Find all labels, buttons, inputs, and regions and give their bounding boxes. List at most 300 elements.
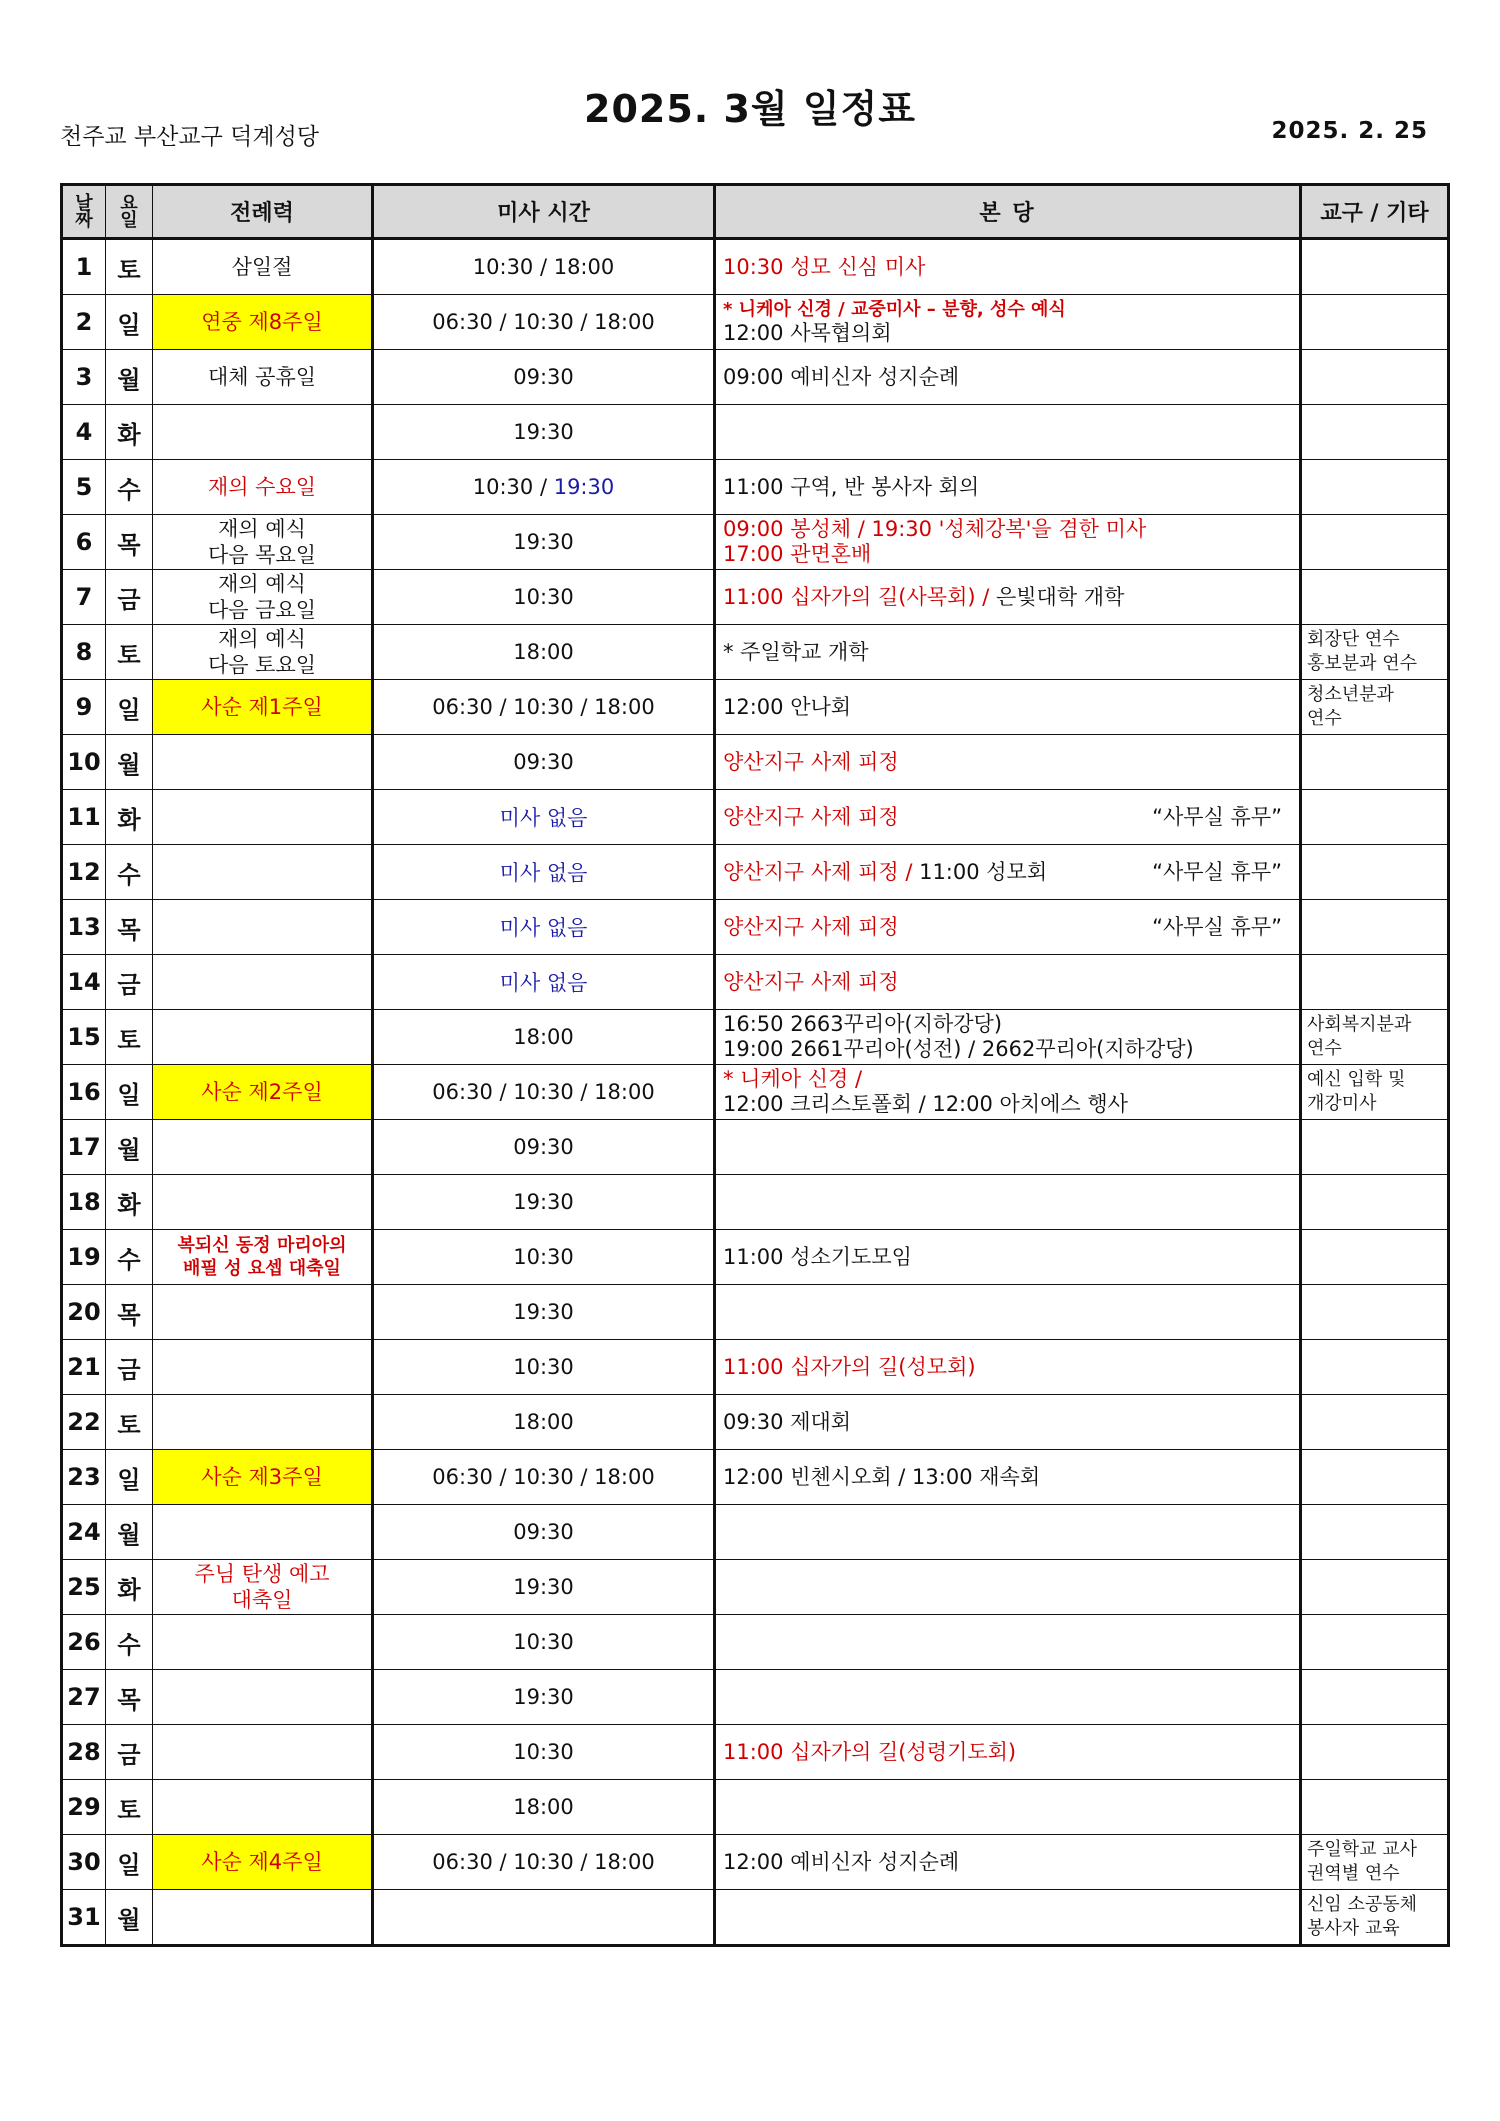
parish-cell	[715, 460, 1301, 515]
cell-text: 11:00 십자가의 길(성모회)	[723, 1354, 976, 1379]
day-cell: 7	[62, 570, 106, 625]
parish-cell	[715, 239, 1301, 295]
column-header-day: 날 짜	[62, 185, 106, 239]
cell-text: 19:30	[553, 475, 615, 499]
cell-text: 19:30	[513, 530, 574, 554]
mass-time-cell	[373, 350, 715, 405]
cell-text: 홍보분과 연수	[1307, 653, 1418, 674]
table-row	[62, 295, 1449, 350]
cell-text: 11:00 십자가의 길(사목회) /	[723, 584, 996, 609]
mass-time-cell	[373, 845, 715, 900]
weekday-cell: 토	[106, 1780, 153, 1835]
table-row	[62, 1725, 1449, 1780]
liturgy-cell	[153, 405, 373, 460]
day-cell: 13	[62, 900, 106, 955]
liturgy-cell	[153, 1175, 373, 1230]
table-row	[62, 1450, 1449, 1505]
parish-cell	[715, 1670, 1301, 1725]
misc-cell	[1301, 1285, 1449, 1340]
weekday-cell: 일	[106, 295, 153, 350]
cell-text: 10:30	[513, 1630, 574, 1654]
cell-line	[723, 585, 1292, 610]
table-row	[62, 1285, 1449, 1340]
table-row	[62, 845, 1449, 900]
cell-text: 대축일	[231, 1588, 293, 1612]
cell-text: 사순 제3주일	[201, 1465, 323, 1489]
misc-cell	[1301, 735, 1449, 790]
cell-text: 11:00 구역, 반 봉사자 회의	[723, 474, 980, 499]
day-cell: 14	[62, 955, 106, 1010]
cell-text: 12:00 사목협의회	[723, 321, 892, 345]
liturgy-cell	[153, 1505, 373, 1560]
table-row	[62, 680, 1449, 735]
cell-text: 10:30	[513, 1740, 574, 1764]
parish-cell	[715, 1450, 1301, 1505]
weekday-cell: 월	[106, 1120, 153, 1175]
mass-time-cell	[373, 460, 715, 515]
cell-text: “사무실 휴무”	[1152, 804, 1282, 829]
misc-cell	[1301, 1340, 1449, 1395]
liturgy-cell	[153, 1395, 373, 1450]
cell-text: 06:30 / 10:30 / 18:00	[432, 310, 655, 334]
cell-text: 12:00 빈첸시오회 / 13:00 재속회	[723, 1464, 1041, 1489]
liturgy-cell	[153, 515, 373, 570]
table-row	[62, 1065, 1449, 1120]
liturgy-cell	[153, 1285, 373, 1340]
cell-text: 10:30 /	[472, 475, 554, 499]
liturgy-cell	[153, 1120, 373, 1175]
cell-text: 10:30 / 18:00	[472, 255, 615, 279]
cell-text: 12:00 안나회	[723, 694, 852, 719]
weekday-cell: 목	[106, 515, 153, 570]
weekday-cell: 월	[106, 735, 153, 790]
cell-text: 주일학교 교사	[1307, 1839, 1418, 1860]
mass-time-cell	[373, 1560, 715, 1615]
parish-cell	[715, 735, 1301, 790]
cell-text: 18:00	[513, 1795, 574, 1819]
table-row	[62, 1890, 1449, 1946]
cell-text: 19:30	[513, 1575, 574, 1599]
table-row	[62, 460, 1449, 515]
cell-text: 18:00	[513, 640, 574, 664]
parish-cell	[715, 1285, 1301, 1340]
misc-cell	[1301, 1890, 1449, 1946]
cell-text: 봉사자 교육	[1307, 1918, 1400, 1939]
cell-text: 다음 금요일	[207, 598, 317, 622]
day-cell: 30	[62, 1835, 106, 1890]
misc-cell	[1301, 1835, 1449, 1890]
cell-text: 미사 없음	[499, 861, 588, 885]
day-cell: 11	[62, 790, 106, 845]
day-cell: 21	[62, 1340, 106, 1395]
misc-cell	[1301, 625, 1449, 680]
liturgy-cell	[153, 1340, 373, 1395]
cell-text: “사무실 휴무”	[1152, 914, 1282, 939]
misc-cell	[1301, 1615, 1449, 1670]
table-row	[62, 735, 1449, 790]
weekday-cell: 수	[106, 1230, 153, 1285]
table-row	[62, 1175, 1449, 1230]
mass-time-cell	[373, 1670, 715, 1725]
parish-cell	[715, 405, 1301, 460]
cell-text: 연수	[1307, 1038, 1342, 1059]
liturgy-cell	[153, 680, 373, 735]
misc-cell	[1301, 1230, 1449, 1285]
cell-text: 09:30	[513, 750, 574, 774]
day-cell: 28	[62, 1725, 106, 1780]
cell-text: 19:30	[513, 1685, 574, 1709]
table-row	[62, 350, 1449, 405]
cell-text: 청소년분과	[1307, 684, 1394, 705]
misc-cell	[1301, 680, 1449, 735]
column-header-parish: 본 당	[715, 185, 1301, 239]
parish-cell	[715, 570, 1301, 625]
parish-cell	[715, 1890, 1301, 1946]
cell-text: 11:00 성소기도모임	[723, 1244, 912, 1269]
cell-text: 19:30	[513, 1190, 574, 1214]
cell-text: 18:00	[513, 1025, 574, 1049]
mass-time-cell	[373, 295, 715, 350]
mass-time-cell	[373, 1725, 715, 1780]
misc-cell	[1301, 1560, 1449, 1615]
parish-cell	[715, 900, 1301, 955]
table-row	[62, 625, 1449, 680]
mass-time-cell	[373, 790, 715, 845]
weekday-cell: 일	[106, 1450, 153, 1505]
cell-text: 12:00 예비신자 성지순례	[723, 1849, 960, 1874]
table-row	[62, 1670, 1449, 1725]
parish-cell	[715, 790, 1301, 845]
liturgy-cell	[153, 460, 373, 515]
cell-text: 대체 공휴일	[207, 365, 317, 389]
misc-cell	[1301, 1725, 1449, 1780]
day-cell: 17	[62, 1120, 106, 1175]
day-cell: 15	[62, 1010, 106, 1065]
weekday-cell: 일	[106, 680, 153, 735]
column-header-liturgy: 전례력	[153, 185, 373, 239]
misc-cell	[1301, 515, 1449, 570]
cell-text: 권역별 연수	[1307, 1863, 1400, 1884]
cell-text: 배필 성 요셉 대축일	[183, 1258, 341, 1279]
cell-text: 예신 입학 및	[1307, 1069, 1406, 1090]
liturgy-cell	[153, 955, 373, 1010]
day-cell: 4	[62, 405, 106, 460]
parish-cell	[715, 680, 1301, 735]
cell-text: 양산지구 사제 피정 /	[723, 859, 920, 884]
cell-text: 양산지구 사제 피정	[723, 804, 899, 829]
cell-text: 사순 제2주일	[201, 1080, 323, 1104]
table-row	[62, 1835, 1449, 1890]
mass-time-cell	[373, 1230, 715, 1285]
day-cell: 9	[62, 680, 106, 735]
cell-text: 주님 탄생 예고	[194, 1562, 330, 1586]
mass-time-cell	[373, 570, 715, 625]
mass-time-cell	[373, 1615, 715, 1670]
mass-time-cell	[373, 1835, 715, 1890]
liturgy-cell	[153, 845, 373, 900]
mass-time-cell	[373, 1340, 715, 1395]
weekday-cell: 토	[106, 239, 153, 295]
cell-text: 다음 목요일	[207, 543, 317, 567]
mass-time-cell	[373, 735, 715, 790]
table-row	[62, 570, 1449, 625]
parish-cell	[715, 295, 1301, 350]
table-row	[62, 790, 1449, 845]
day-cell: 31	[62, 1890, 106, 1946]
liturgy-cell	[153, 570, 373, 625]
misc-cell	[1301, 1120, 1449, 1175]
weekday-cell: 화	[106, 405, 153, 460]
misc-cell	[1301, 239, 1449, 295]
cell-text: 미사 없음	[499, 971, 588, 995]
table-row	[62, 1120, 1449, 1175]
mass-time-cell	[373, 515, 715, 570]
mass-time-cell	[373, 900, 715, 955]
column-header-weekday: 요 일	[106, 185, 153, 239]
parish-cell	[715, 1560, 1301, 1615]
liturgy-cell	[153, 1615, 373, 1670]
cell-text: 삼일절	[231, 255, 293, 279]
misc-cell	[1301, 900, 1449, 955]
misc-cell	[1301, 790, 1449, 845]
day-cell: 20	[62, 1285, 106, 1340]
mass-time-cell	[373, 1505, 715, 1560]
cell-text: 19:30	[513, 420, 574, 444]
misc-cell	[1301, 1505, 1449, 1560]
cell-text: 미사 없음	[499, 916, 588, 940]
day-cell: 1	[62, 239, 106, 295]
liturgy-cell	[153, 239, 373, 295]
table-row	[62, 1395, 1449, 1450]
day-cell: 24	[62, 1505, 106, 1560]
cell-text: 17:00 관면혼배	[723, 542, 872, 566]
weekday-cell: 월	[106, 1505, 153, 1560]
misc-cell	[1301, 295, 1449, 350]
cell-text: * 니케아 신경 /	[723, 1067, 863, 1091]
misc-cell	[1301, 1175, 1449, 1230]
table-row	[62, 405, 1449, 460]
table-row	[62, 1560, 1449, 1615]
parish-cell	[715, 1725, 1301, 1780]
mass-time-cell	[373, 1175, 715, 1230]
cell-text: 09:30	[513, 1135, 574, 1159]
cell-text: 09:00 예비신자 성지순례	[723, 364, 960, 389]
cell-text: * 주일학교 개학	[723, 639, 869, 664]
cell-text: 연수	[1307, 708, 1342, 729]
misc-cell	[1301, 955, 1449, 1010]
weekday-cell: 수	[106, 460, 153, 515]
misc-cell	[1301, 1395, 1449, 1450]
parish-cell	[715, 1230, 1301, 1285]
cell-text: 09:30 제대회	[723, 1409, 852, 1434]
mass-time-cell	[373, 955, 715, 1010]
liturgy-cell	[153, 1725, 373, 1780]
parish-cell	[715, 1780, 1301, 1835]
cell-text: 재의 예식	[218, 627, 306, 651]
cell-text: 06:30 / 10:30 / 18:00	[432, 1080, 655, 1104]
table-row	[62, 1780, 1449, 1835]
day-cell: 19	[62, 1230, 106, 1285]
page-title: 2025. 3월 일정표	[584, 87, 916, 131]
cell-text: 미사 없음	[499, 806, 588, 830]
cell-text: 재의 수요일	[207, 475, 317, 499]
cell-text: 18:00	[513, 1410, 574, 1434]
cell-text: 양산지구 사제 피정	[723, 969, 899, 994]
cell-text: 양산지구 사제 피정	[723, 749, 899, 774]
column-header-mass-time: 미사 시간	[373, 185, 715, 239]
mass-time-cell	[373, 1450, 715, 1505]
cell-text: 09:30	[513, 1520, 574, 1544]
mass-time-cell	[373, 1120, 715, 1175]
mass-time-cell	[373, 1890, 715, 1946]
cell-text: 재의 예식	[218, 517, 306, 541]
table-row	[62, 1615, 1449, 1670]
weekday-cell: 목	[106, 900, 153, 955]
cell-text: 은빛대학 개학	[995, 584, 1125, 609]
table-row	[62, 900, 1449, 955]
day-cell: 27	[62, 1670, 106, 1725]
misc-cell	[1301, 405, 1449, 460]
weekday-cell: 금	[106, 570, 153, 625]
cell-text: 다음 토요일	[207, 653, 317, 677]
cell-text: 재의 예식	[218, 572, 306, 596]
liturgy-cell	[153, 790, 373, 845]
weekday-cell: 금	[106, 1340, 153, 1395]
cell-text: 12:00 크리스토폴회 / 12:00 아치에스 행사	[723, 1092, 1128, 1116]
cell-text: 회장단 연수	[1307, 629, 1400, 650]
parish-cell	[715, 1395, 1301, 1450]
issue-date: 2025. 2. 25	[1271, 118, 1428, 144]
weekday-cell: 수	[106, 845, 153, 900]
day-cell: 5	[62, 460, 106, 515]
day-cell: 2	[62, 295, 106, 350]
day-cell: 6	[62, 515, 106, 570]
liturgy-cell	[153, 735, 373, 790]
misc-cell	[1301, 1780, 1449, 1835]
day-cell: 8	[62, 625, 106, 680]
weekday-cell: 일	[106, 1065, 153, 1120]
table-row	[62, 239, 1449, 295]
misc-cell	[1301, 1010, 1449, 1065]
day-cell: 23	[62, 1450, 106, 1505]
day-cell: 25	[62, 1560, 106, 1615]
liturgy-cell	[153, 1450, 373, 1505]
day-cell: 18	[62, 1175, 106, 1230]
parish-cell	[715, 515, 1301, 570]
misc-cell	[1301, 460, 1449, 515]
cell-text: 사순 제4주일	[201, 1850, 323, 1874]
cell-text: 10:30	[513, 1355, 574, 1379]
cell-text: * 니케아 신경 / 교중미사 – 분향, 성수 예식	[723, 299, 1066, 320]
weekday-cell: 수	[106, 1615, 153, 1670]
day-cell: 12	[62, 845, 106, 900]
liturgy-cell	[153, 1065, 373, 1120]
parish-cell	[715, 845, 1301, 900]
cell-text: 06:30 / 10:30 / 18:00	[432, 1850, 655, 1874]
day-cell: 10	[62, 735, 106, 790]
parish-cell	[715, 625, 1301, 680]
weekday-cell: 일	[106, 1835, 153, 1890]
mass-time-cell	[373, 1780, 715, 1835]
cell-text: 10:30	[513, 1245, 574, 1269]
table-row	[62, 1230, 1449, 1285]
parish-name: 천주교 부산교구 덕계성당	[60, 124, 320, 150]
cell-text: 09:30	[513, 365, 574, 389]
parish-cell	[715, 955, 1301, 1010]
liturgy-cell	[153, 1560, 373, 1615]
misc-cell	[1301, 570, 1449, 625]
column-header-misc: 교구 / 기타	[1301, 185, 1449, 239]
weekday-cell: 토	[106, 1010, 153, 1065]
table-row	[62, 1505, 1449, 1560]
cell-text: 복되신 동정 마리아의	[177, 1235, 347, 1256]
liturgy-cell	[153, 350, 373, 405]
cell-text: 06:30 / 10:30 / 18:00	[432, 695, 655, 719]
cell-text: 06:30 / 10:30 / 18:00	[432, 1465, 655, 1489]
table-row	[62, 1010, 1449, 1065]
cell-text: 11:00 성모회	[919, 859, 1048, 884]
weekday-cell: 목	[106, 1285, 153, 1340]
liturgy-cell	[153, 1835, 373, 1890]
cell-text: “사무실 휴무”	[1152, 859, 1282, 884]
mass-time-cell	[373, 1065, 715, 1120]
cell-text: 양산지구 사제 피정	[723, 914, 899, 939]
cell-text: 16:50 2663꾸리아(지하강당)	[723, 1012, 1003, 1036]
parish-cell	[715, 1010, 1301, 1065]
table-row	[62, 955, 1449, 1010]
table-row	[62, 1340, 1449, 1395]
cell-text: 개강미사	[1307, 1093, 1377, 1114]
day-cell: 16	[62, 1065, 106, 1120]
weekday-cell: 금	[106, 955, 153, 1010]
cell-text: 19:00 2661꾸리아(성전) / 2662꾸리아(지하강당)	[723, 1037, 1194, 1061]
day-cell: 22	[62, 1395, 106, 1450]
mass-time-cell	[373, 239, 715, 295]
parish-cell	[715, 1615, 1301, 1670]
cell-text: 사순 제1주일	[201, 695, 323, 719]
misc-cell	[1301, 845, 1449, 900]
weekday-cell: 월	[106, 1890, 153, 1946]
weekday-cell: 화	[106, 1175, 153, 1230]
misc-cell	[1301, 1670, 1449, 1725]
day-cell: 29	[62, 1780, 106, 1835]
mass-time-cell	[373, 405, 715, 460]
parish-cell	[715, 1835, 1301, 1890]
parish-cell	[715, 1120, 1301, 1175]
parish-cell	[715, 1505, 1301, 1560]
schedule-table	[60, 183, 1450, 1947]
cell-text: 11:00 십자가의 길(성령기도회)	[723, 1739, 1017, 1764]
cell-text: 연중 제8주일	[201, 310, 323, 334]
liturgy-cell	[153, 1010, 373, 1065]
cell-text: 사회복지분과	[1307, 1014, 1412, 1035]
weekday-cell: 화	[106, 790, 153, 845]
weekday-cell: 화	[106, 1560, 153, 1615]
day-cell: 26	[62, 1615, 106, 1670]
weekday-cell: 토	[106, 625, 153, 680]
liturgy-cell	[153, 295, 373, 350]
cell-text: 10:30	[513, 585, 574, 609]
liturgy-cell	[153, 900, 373, 955]
misc-cell	[1301, 350, 1449, 405]
weekday-cell: 월	[106, 350, 153, 405]
table-row	[62, 515, 1449, 570]
liturgy-cell	[153, 1670, 373, 1725]
mass-time-cell	[373, 1285, 715, 1340]
mass-time-cell	[373, 625, 715, 680]
weekday-cell: 금	[106, 1725, 153, 1780]
mass-time-cell	[373, 1010, 715, 1065]
